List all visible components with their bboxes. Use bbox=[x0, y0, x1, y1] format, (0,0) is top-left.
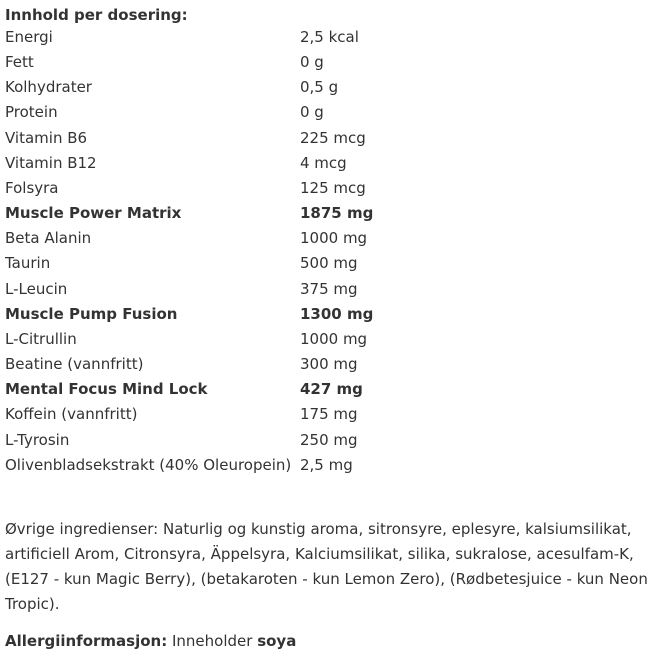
nutrient-name: Mental Focus Mind Lock bbox=[5, 380, 208, 399]
nutrient-amount: 427 mg bbox=[300, 380, 363, 399]
nutrient-amount: 125 mcg bbox=[300, 178, 366, 197]
nutrition-row bbox=[5, 75, 500, 100]
nutrient-name: L-Citrullin bbox=[5, 329, 77, 348]
allergen-name: soya bbox=[257, 631, 297, 650]
nutrition-group-row bbox=[5, 201, 500, 226]
nutrition-row bbox=[5, 151, 500, 176]
allergy-info bbox=[5, 629, 660, 654]
ingredients-text: Øvrige ingredienser: Naturlig og kunstig aroma, sitronsyre, eplesyre, kalsiumsilikat, artificiell Arom, Citronsyra, Äppelsyra, Kalciumsilikat, silika, sukralose, acesulfam-K, (E127 - kun Magic Berry), (betakaroten - kun Lemon Zero), (Rødbetesjuice - kun Neon Tropic). bbox=[5, 519, 648, 614]
nutrient-amount: 0,5 g bbox=[300, 78, 339, 97]
nutrition-table-body bbox=[5, 25, 500, 478]
nutrition-row bbox=[5, 352, 500, 377]
nutrition-row bbox=[5, 402, 500, 427]
nutrient-amount: 0 g bbox=[300, 103, 324, 122]
nutrient-name: Beta Alanin bbox=[5, 229, 92, 248]
nutrition-row bbox=[5, 126, 500, 151]
nutrient-name: Fett bbox=[5, 53, 34, 72]
nutrient-amount: 225 mcg bbox=[300, 128, 366, 147]
nutrition-group-row bbox=[5, 302, 500, 327]
nutrition-row bbox=[5, 428, 500, 453]
nutrient-name: Protein bbox=[5, 103, 58, 122]
nutrient-name: Taurin bbox=[5, 254, 51, 273]
nutrition-row bbox=[5, 100, 500, 125]
nutrient-amount: 300 mg bbox=[300, 355, 358, 374]
nutrition-row bbox=[5, 25, 500, 50]
nutrient-name: Vitamin B6 bbox=[5, 128, 88, 147]
nutrient-amount: 375 mg bbox=[300, 279, 358, 298]
nutrient-name: Beatine (vannfritt) bbox=[5, 355, 144, 374]
nutrient-amount: 2,5 mg bbox=[300, 455, 353, 474]
nutrient-name: Folsyra bbox=[5, 178, 59, 197]
product-info bbox=[5, 0, 660, 654]
nutrient-amount: 1300 mg bbox=[300, 304, 374, 323]
nutrient-amount: 175 mg bbox=[300, 405, 358, 424]
nutrient-amount: 1000 mg bbox=[300, 229, 368, 248]
nutrition-row bbox=[5, 453, 500, 478]
nutrient-amount: 1000 mg bbox=[300, 329, 368, 348]
nutrient-name: Olivenbladsekstrakt (40% Oleuropein) bbox=[5, 455, 292, 474]
nutrient-amount: 0 g bbox=[300, 53, 324, 72]
nutrient-name: L-Tyrosin bbox=[5, 430, 70, 449]
nutrition-group-row bbox=[5, 377, 500, 402]
nutrient-name: Koffein (vannfritt) bbox=[5, 405, 138, 424]
nutrition-row bbox=[5, 226, 500, 251]
nutrient-amount: 4 mcg bbox=[300, 153, 347, 172]
nutrition-table bbox=[5, 25, 500, 478]
nutrient-name: Muscle Pump Fusion bbox=[5, 304, 178, 323]
nutrition-row bbox=[5, 327, 500, 352]
nutrient-amount: 1875 mg bbox=[300, 204, 374, 223]
nutrient-amount: 2,5 kcal bbox=[300, 28, 359, 46]
nutrient-amount: 250 mg bbox=[300, 430, 358, 449]
allergy-text: Inneholder bbox=[167, 631, 258, 650]
nutrition-row bbox=[5, 176, 500, 201]
nutrient-name: Energi bbox=[5, 28, 53, 46]
nutrition-row bbox=[5, 277, 500, 302]
allergy-label: Allergiinformasjon: bbox=[5, 631, 168, 650]
nutrient-amount: 500 mg bbox=[300, 254, 358, 273]
nutrient-name: L-Leucin bbox=[5, 279, 68, 298]
nutrient-name: Vitamin B12 bbox=[5, 153, 97, 172]
nutrition-heading: Innhold per dosering: bbox=[5, 6, 188, 24]
nutrition-row bbox=[5, 50, 500, 75]
nutrient-name: Muscle Power Matrix bbox=[5, 204, 182, 223]
nutrient-name: Kolhydrater bbox=[5, 78, 92, 97]
nutrition-row bbox=[5, 251, 500, 276]
